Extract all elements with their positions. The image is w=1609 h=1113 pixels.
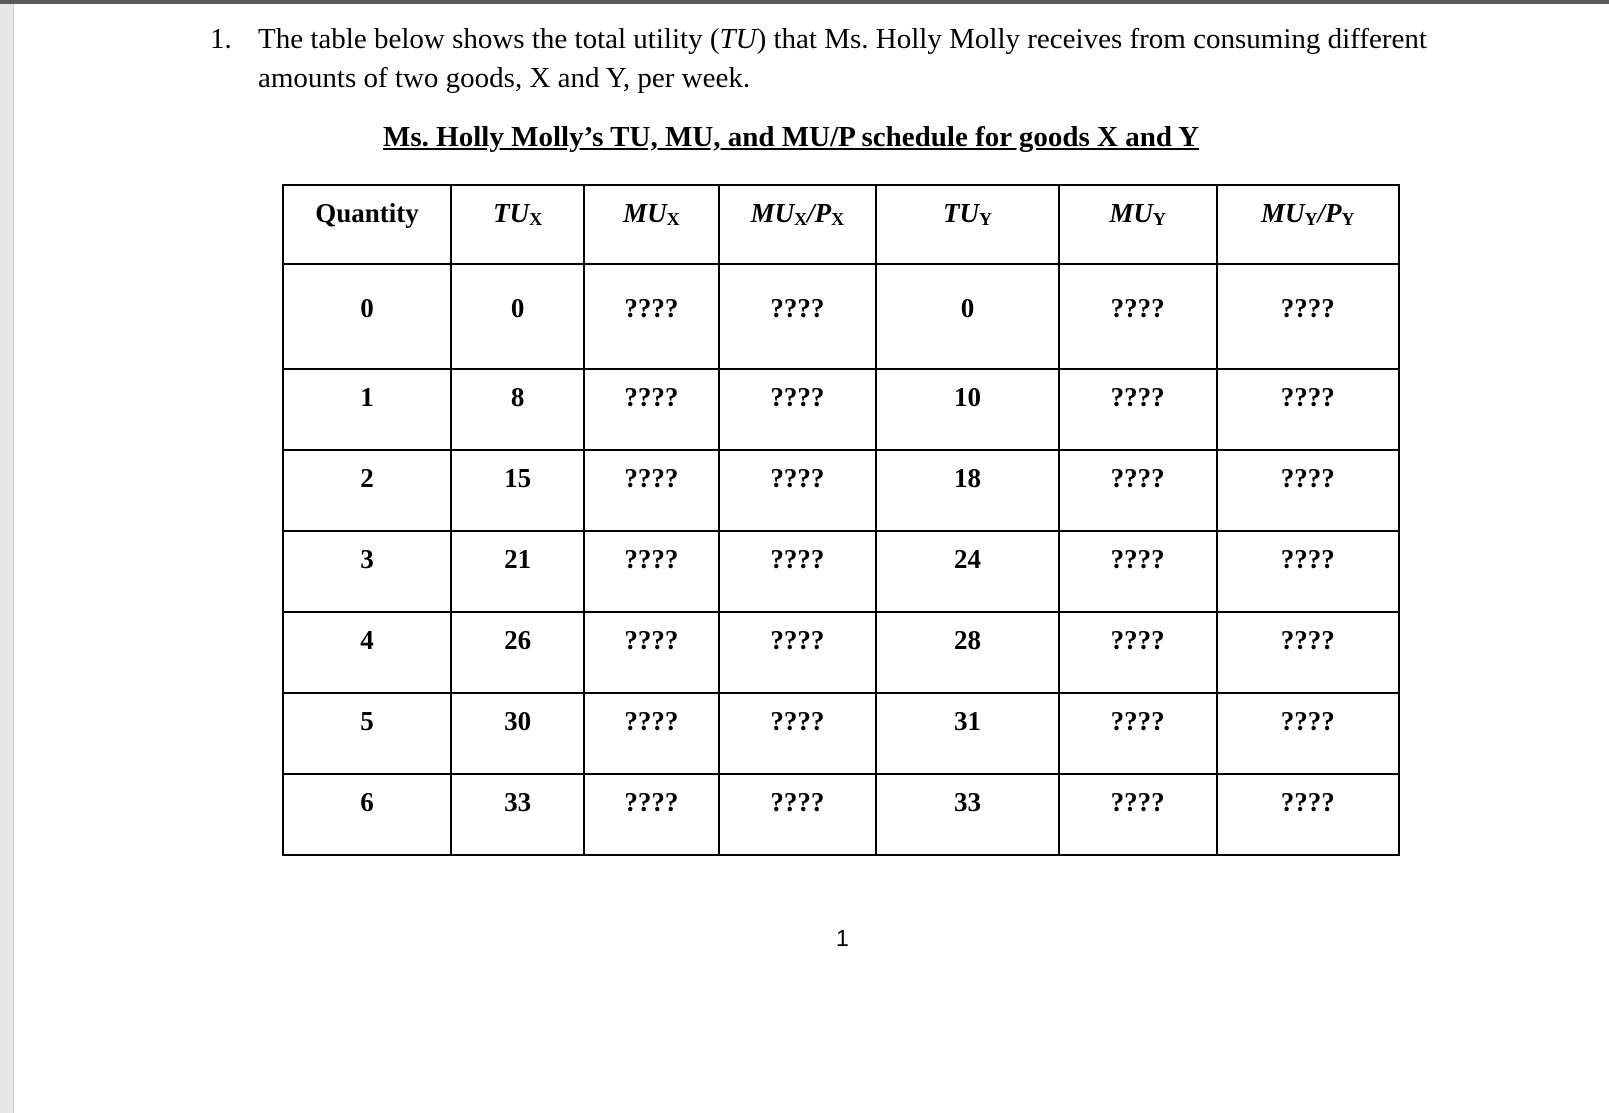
header-quantity: Quantity: [283, 185, 451, 264]
table-row: [283, 450, 1399, 531]
cell-quantity: 0: [283, 264, 451, 369]
cell-mux-px: ????: [719, 264, 877, 369]
cell-mux-px: ????: [719, 612, 877, 693]
header-mux-px: $MU_X/P_X$: [719, 185, 877, 264]
cell-quantity: 1: [283, 369, 451, 450]
cell-muy-py: ????: [1217, 612, 1399, 693]
cell-tux: 21: [451, 531, 584, 612]
cell-muy: ????: [1059, 531, 1217, 612]
cell-mux-px: ????: [719, 531, 877, 612]
cell-muy-py: ????: [1217, 774, 1399, 855]
cell-quantity: 5: [283, 693, 451, 774]
cell-muy-py: ????: [1217, 369, 1399, 450]
page-left-margin: [0, 4, 14, 1113]
question-1: [210, 20, 1460, 98]
page-number: 1: [836, 925, 849, 951]
cell-tuy: 10: [876, 369, 1058, 450]
cell-mux-px: ????: [719, 369, 877, 450]
cell-tux: 26: [451, 612, 584, 693]
table-row: [283, 264, 1399, 369]
cell-mux: ????: [584, 693, 718, 774]
header-mux: $MU_X$: [584, 185, 718, 264]
cell-mux-px: ????: [719, 693, 877, 774]
table-title: Ms. Holly Molly’s TU, MU, and MU/P schedule for goods X and Y: [383, 121, 1200, 153]
cell-muy: ????: [1059, 264, 1217, 369]
cell-muy: ????: [1059, 612, 1217, 693]
cell-muy-py: ????: [1217, 693, 1399, 774]
cell-tuy: 28: [876, 612, 1058, 693]
table-row: [283, 693, 1399, 774]
table-row: [283, 774, 1399, 855]
table-row: [283, 531, 1399, 612]
header-tux: $TU_X$: [451, 185, 584, 264]
cell-mux: ????: [584, 264, 718, 369]
cell-tuy: 24: [876, 531, 1058, 612]
question-text: The table below shows the total utility (TU) that Ms. Holly Molly receives from consuming different amounts of two goods, X and Y, per week.: [258, 23, 1427, 94]
cell-quantity: 3: [283, 531, 451, 612]
cell-quantity: 6: [283, 774, 451, 855]
window-top-bar: [0, 0, 1609, 4]
cell-tuy: 31: [876, 693, 1058, 774]
cell-tux: 33: [451, 774, 584, 855]
cell-quantity: 4: [283, 612, 451, 693]
cell-muy-py: ????: [1217, 264, 1399, 369]
cell-tuy: 0: [876, 264, 1058, 369]
table-row: [283, 369, 1399, 450]
cell-tuy: 18: [876, 450, 1058, 531]
cell-muy-py: ????: [1217, 450, 1399, 531]
cell-mux-px: ????: [719, 774, 877, 855]
header-tuy: $TU_Y$: [876, 185, 1058, 264]
cell-tuy: 33: [876, 774, 1058, 855]
cell-muy: ????: [1059, 369, 1217, 450]
header-muy-py: $MU_Y/P_Y$: [1217, 185, 1399, 264]
cell-mux: ????: [584, 369, 718, 450]
cell-mux-px: ????: [719, 450, 877, 531]
header-muy: $MU_Y$: [1059, 185, 1217, 264]
cell-muy: ????: [1059, 450, 1217, 531]
question-number: 1.: [210, 23, 232, 55]
utility-schedule-table: [282, 184, 1400, 856]
cell-tux: 0: [451, 264, 584, 369]
cell-mux: ????: [584, 450, 718, 531]
cell-mux: ????: [584, 774, 718, 855]
cell-muy-py: ????: [1217, 531, 1399, 612]
cell-muy: ????: [1059, 693, 1217, 774]
cell-mux: ????: [584, 612, 718, 693]
cell-muy: ????: [1059, 774, 1217, 855]
cell-mux: ????: [584, 531, 718, 612]
table-header-row: [283, 185, 1399, 264]
table-row: [283, 612, 1399, 693]
cell-tux: 8: [451, 369, 584, 450]
cell-tux: 30: [451, 693, 584, 774]
cell-tux: 15: [451, 450, 584, 531]
cell-quantity: 2: [283, 450, 451, 531]
